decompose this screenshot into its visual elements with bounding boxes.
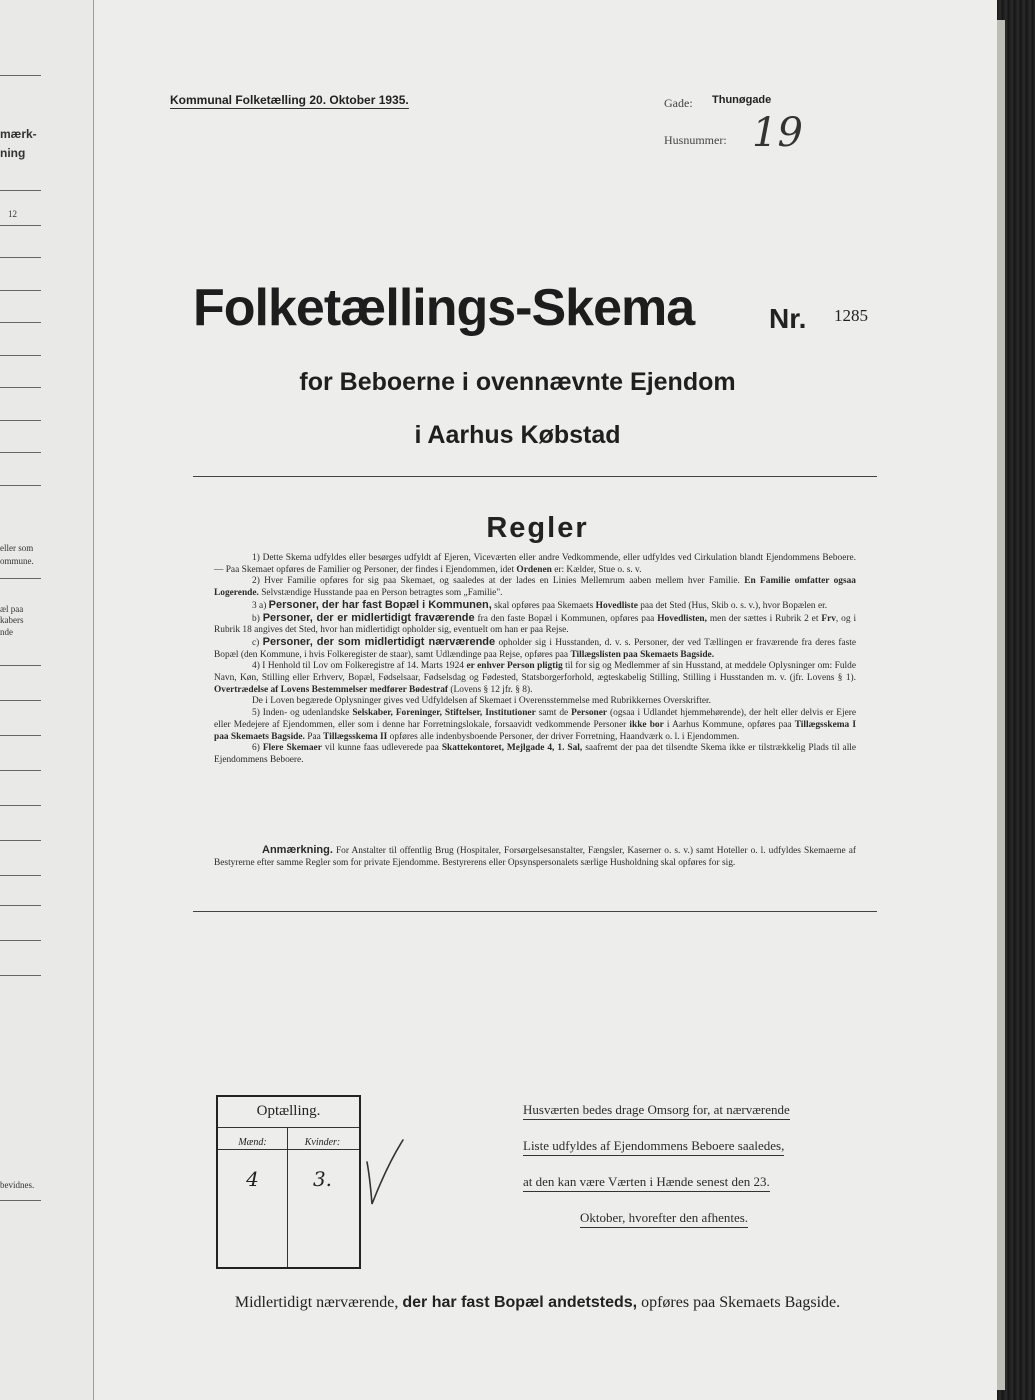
rule-text: fra den faste Bopæl i Kommunen, opføres paa: [477, 613, 655, 624]
ruled-line: [0, 322, 41, 323]
rules-heading: Regler: [486, 512, 589, 544]
rule-text: 3 a): [252, 600, 267, 611]
rule-text-bold: Skattekontoret, Mejlgade 4, 1. Sal,: [441, 743, 583, 754]
rule-text: opføres alle indenbysboende Personer, der driver Forretning, Haandværk o. l. i Ejendommen.: [389, 731, 740, 742]
rule-text: opholder sig i Husstanden, d. v. s. Personer, der ved Tællingen er fraværende fra deres faste Bopæl (den Kommune, i hvis Folkeregister de staar), samt Udlændinge paa Rejse, opføres paa: [214, 637, 857, 660]
previous-page-edge: [0, 0, 94, 1400]
count-box-title: Optælling.: [256, 1103, 321, 1119]
rule-text: men der sættes i Rubrik 2 et: [709, 613, 819, 624]
ruled-line: [0, 735, 41, 736]
rule-text: Paa: [307, 731, 321, 742]
footer-text: opføres paa Skemaets Bagside.: [641, 1294, 841, 1311]
ruled-line: [0, 225, 41, 226]
footer-text-bold: der har fast Bopæl andetsteds,: [402, 1294, 638, 1311]
ruled-line: [0, 75, 41, 76]
count-box-rule: [218, 1149, 359, 1150]
ruled-line: [0, 975, 41, 976]
rule-text: i Aarhus Kommune, opføres paa: [666, 719, 792, 730]
rule-5: [214, 708, 856, 743]
divider-line: [193, 476, 877, 477]
street-label: Gade:: [664, 96, 693, 110]
rule-6: [214, 743, 856, 766]
rule-text-bold: er enhver Person pligtig: [466, 661, 563, 672]
rule-text: c): [252, 637, 260, 648]
rule-text: vil kunne faas udleverede paa: [324, 743, 439, 754]
prev-page-fragment: eller som: [0, 543, 34, 553]
women-count: 3.: [312, 1167, 333, 1191]
rule-text-bold: Personer, der har fast Bopæl i Kommunen,: [268, 598, 492, 611]
rule-3b: [214, 613, 856, 637]
rule-4: [214, 661, 856, 696]
house-number-value: 19: [752, 110, 803, 156]
remark-note: [214, 845, 856, 869]
ruled-line: [0, 1200, 41, 1201]
ruled-line: [0, 190, 41, 191]
men-label: Mænd:: [238, 1137, 267, 1148]
rule-text-bold: Tillægsskema I paa Skemaets Bagside.: [214, 719, 856, 742]
rule-text: (ogsaa i Udlandet hjemmehørende), der helt eller delvis er Ejere eller Medejere af Ejendommen, eller som i denne har Forretningslokale, forsaavidt vedkommende Personer: [214, 708, 857, 730]
ruled-line: [0, 805, 41, 806]
checkmark-icon: [365, 1138, 405, 1208]
form-title: Folketællings-Skema: [193, 279, 695, 337]
rule-text-bold: En Familie omfatter ogsaa Logerende.: [214, 576, 856, 599]
rule-text-bold: ikke bor: [629, 719, 664, 730]
prev-page-fragment: bevidnes.: [0, 1180, 35, 1190]
rule-text: paa det Sted (Hus, Skib o. s. v.), hvor Bopælen er.: [640, 600, 828, 611]
rule-text: 6): [252, 743, 260, 754]
form-number-value: 1285: [834, 306, 868, 325]
host-notice-line3: at den kan være Værten i Hænde senest den 23.: [523, 1174, 770, 1192]
rule-text: 1) Dette Skema udfyldes eller besørges udfyldt af Ejeren, Viceværten eller andre Vedkommende, eller udfyldes ved Cirkulation blandt Ejendommens Beboere. — Paa Skemaet opføres de Familier og Personer, der findes i Ejendommen, idet: [214, 553, 856, 575]
remark-paragraph: [214, 845, 856, 869]
page-edge-strip: [997, 20, 1005, 1390]
rule-text-bold: Personer: [571, 708, 608, 719]
ruled-line: [0, 355, 41, 356]
rule-text: (Lovens § 12 jfr. § 8).: [450, 684, 533, 695]
rule-3c: [214, 637, 856, 661]
rule-text: skal opføres paa Skemaets: [494, 600, 594, 611]
prev-page-fragment: æl paa: [0, 604, 24, 614]
rule-1: [214, 553, 856, 576]
rule-text-bold: Hovedlisten,: [657, 613, 707, 624]
ruled-line: [0, 770, 41, 771]
rule-text-bold: Overtrædelse af Lovens Bestemmelser medfører Bødestraf: [214, 684, 449, 695]
ruled-line: [0, 257, 41, 258]
prev-page-fragment: 12: [8, 209, 17, 219]
rule-text: er: Kælder, Stue o. s. v.: [554, 564, 642, 575]
rule-text-bold: Ordenen: [516, 564, 552, 575]
women-label: Kvinder:: [304, 1137, 341, 1148]
ruled-line: [0, 905, 41, 906]
form-subtitle-line1: for Beboerne i ovennævnte Ejendom: [299, 368, 736, 396]
prev-page-fragment: kabers: [0, 615, 24, 625]
street-value: Thunøgade: [712, 94, 772, 106]
host-notice-line2: Liste udfyldes af Ejendommens Beboere saaledes,: [523, 1138, 784, 1156]
ruled-line: [0, 840, 41, 841]
ruled-line: [0, 290, 41, 291]
men-count: 4: [246, 1167, 259, 1191]
ruled-line: [0, 578, 41, 579]
count-box-rule: [218, 1127, 359, 1128]
rule-text-bold: Personer, der som midlertidigt nærværende: [262, 635, 496, 648]
remark-text: For Anstalter til offentlig Brug (Hospitaler, Forsørgelsesanstalter, Fængsler, Kaserner o. s. v.) samt Hoteller o. l. udfyldes Skemaerne af Bestyrerne efter samme Regler som for private Ejendomme. Bestyrerens eller Opsynspersonalets særlige Husholdning skal opføres for sig.: [214, 846, 857, 868]
rule-text-bold: Tillægsskema II: [323, 731, 388, 742]
rule-text-bold: Tillægslisten paa Skemaets Bagside.: [570, 649, 715, 660]
form-subtitle-line2: i Aarhus Købstad: [414, 421, 621, 449]
rules-text: [214, 553, 856, 767]
host-notice-line1: Husværten bedes drage Omsorg for, at nærværende: [523, 1102, 790, 1120]
remark-label: Anmærkning.: [262, 844, 333, 856]
rule-text: 5) Inden- og udenlandske: [252, 708, 350, 719]
ruled-line: [0, 485, 41, 486]
divider-line: [193, 911, 877, 912]
host-notice-line4: Oktober, hvorefter den afhentes.: [580, 1210, 748, 1228]
book-binding-edge: [997, 0, 1035, 1400]
ruled-line: [0, 665, 41, 666]
rule-text: , og i Rubrik 18 angives det Sted, hvor han midlertidigt opholder sig, eventuelt om han er paa Rejse.: [214, 613, 857, 636]
census-date-heading: Kommunal Folketælling 20. Oktober 1935.: [170, 93, 409, 107]
footer-text: Midlertidigt nærværende,: [234, 1294, 399, 1311]
house-number-label: Husnummer:: [664, 133, 727, 147]
rule-text: samt de: [538, 708, 569, 719]
rule-text-bold: Selskaber, Foreninger, Stiftelser, Institutioner: [352, 708, 536, 719]
footer-note: [0, 1294, 1035, 1312]
prev-page-fragment: mærk-: [0, 127, 37, 141]
rule-text: saafremt der paa det tilsendte Skema ikke er tilstrækkelig Plads til alle Ejendommens Beboere.: [214, 743, 857, 765]
prev-page-fragment: ommune.: [0, 556, 34, 566]
count-box-divider: [287, 1128, 288, 1267]
prev-page-fragment: ning: [0, 146, 26, 160]
rule-text: De i Loven begærede Oplysninger gives ved Udfyldelsen af Skemaet i Overensstemmelse med Rubrikkernes Overskrifter.: [252, 696, 711, 707]
count-box: [216, 1095, 361, 1269]
rule-text: 4) I Henhold til Lov om Folkeregistre af 14. Marts 1924: [252, 661, 464, 672]
ruled-line: [0, 875, 41, 876]
ruled-line: [0, 452, 41, 453]
form-number-label: Nr.: [769, 303, 807, 334]
rule-text: Selvstændige Husstande paa en Person betragtes som „Familie".: [261, 588, 503, 599]
ruled-line: [0, 700, 41, 701]
prev-page-fragment: nde: [0, 627, 13, 637]
rule-2: [214, 576, 856, 599]
rule-4-continued: [214, 696, 856, 708]
rule-text-bold: Flere Skemaer: [262, 743, 322, 754]
rule-text-bold: Hovedliste: [595, 600, 638, 611]
rule-text: til for sig og Medlemmer af sin Husstand, at meddele Oplysninger om: Fulde Navn, Køn, Stilling eller Erhverv, Bopæl, Fødselsaar, Fødselsdag og Fødested, Statsborgerforhold, ægteskabelig Stilling, Stilling i Husstanden m. v. (jfr. Lovens § 1).: [214, 661, 857, 684]
rule-text: b): [252, 613, 260, 624]
rule-text-bold: Frv: [821, 613, 836, 624]
ruled-line: [0, 940, 41, 941]
rule-text-bold: Personer, der er midlertidigt fraværende: [262, 611, 475, 624]
rule-text: 2) Hver Familie opføres for sig paa Skemaet, og saaledes at der lades en Linies Mellemrum aaben mellem hver Familie.: [252, 576, 740, 587]
